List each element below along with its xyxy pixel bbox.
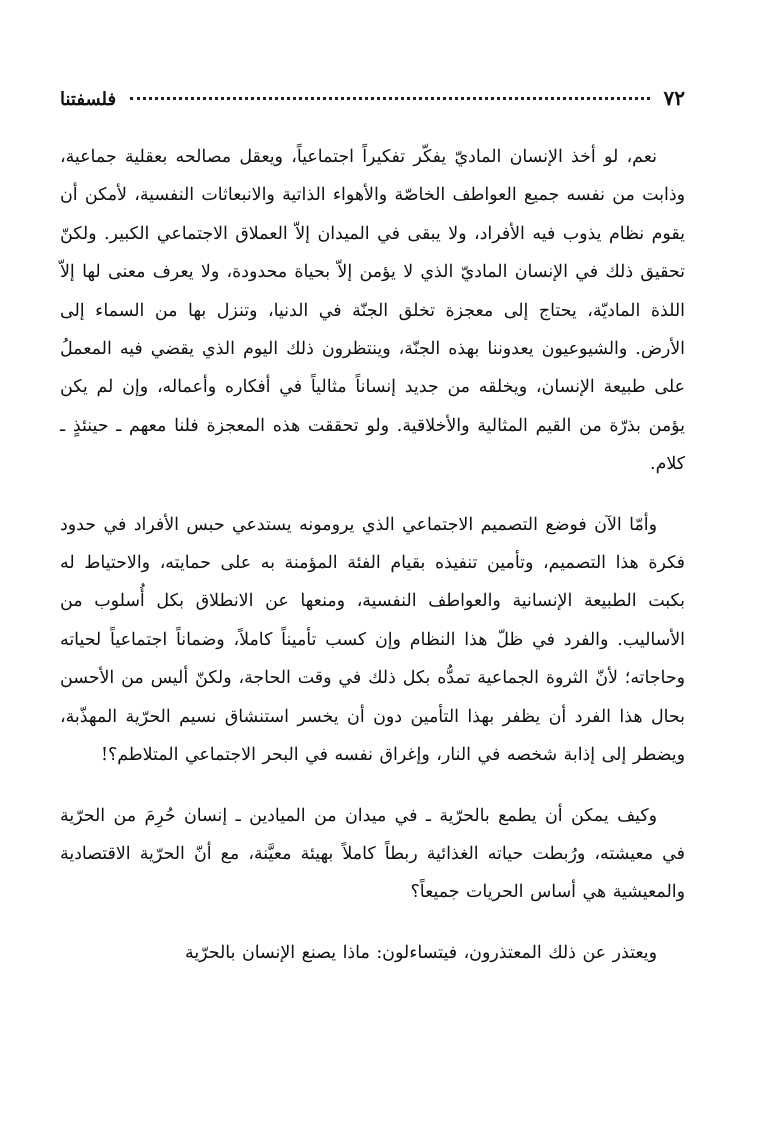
body-text bbox=[60, 138, 685, 972]
page-number: ٧٢ bbox=[663, 86, 685, 110]
page-header bbox=[60, 86, 685, 122]
book-page bbox=[60, 86, 685, 972]
paragraph: ويعتذر عن ذلك المعتذرون، فيتساءلون: ماذا يصنع الإنسان بالحرّية bbox=[185, 942, 657, 963]
running-title: فلسفتنا bbox=[60, 89, 117, 110]
paragraph: وكيف يمكن أن يطمع بالحرّية ـ في ميدان من الميادين ـ إنسان حُرِمَ من الحرّية في معيشته، ورُبطت حياته الغذائية ربطاً كاملاً بهيئة معيَّنة، مع أنّ الحرّية الاقتصادية والمعيشية هي أساس الحريات جميعاً؟ bbox=[60, 805, 685, 903]
dotted-leader bbox=[130, 97, 649, 100]
paragraph: وأمّا الآن فوضع التصميم الاجتماعي الذي يرومونه يستدعي حبس الأفراد في حدود فكرة هذا التصميم، وتأمين تنفيذه بقيام الفئة المؤمنة به على حمايته، والاحتياط له بكبت الطبيعة الإنسانية والعواطف النفسية، ومنعها عن الانطلاق بكل أُسلوب من الأساليب. والفرد في ظلّ هذا النظام وإن كسب تأميناً كاملاً، وضماناً اجتماعياً لحياته وحاجاته؛ لأنّ الثروة الجماعية تمدُّه بكل ذلك في وقت الحاجة، ولكنّ أليس من الأحسن بحال هذا الفرد أن يظفر بهذا التأمين دون أن يخسر استنشاق نسيم الحرّية المهذّبة، ويضطر إلى إذابة شخصه في النار، وإغراق نفسه في البحر الاجتماعي المتلاطم؟! bbox=[60, 514, 685, 766]
paragraph: نعم، لو أخذ الإنسان الماديّ يفكّر تفكيراً اجتماعياً، ويعقل مصالحه بعقلية جماعية، وذابت من نفسه جميع العواطف الخاصّة والأهواء الذاتية والانبعاثات النفسية، لأمكن أن يقوم نظام يذوب فيه الأفراد، ولا يبقى في الميدان إلاّ العملاق الاجتماعي الكبير. ولكنّ تحقيق ذلك في الإنسان الماديّ الذي لا يؤمن إلاّ بحياة محدودة، ولا يعرف معنى لها إلاّ اللذة الماديّة، يحتاج إلى معجزة تخلق الجنّة في الدنيا، وتنزل بها من السماء إلى الأرض. والشيوعيون يعدوننا بهذه الجنّة، وينتظرون ذلك اليوم الذي يقضي فيه المعملُ على طبيعة الإنسان، ويخلقه من جديد إنساناً مثالياً في أفكاره وأعماله، وإن لم يكن يؤمن بذرّة من القيم المثالية والأخلاقية. ولو تحققت هذه المعجزة فلنا معهم ـ حينئذٍ ـ كلام. bbox=[60, 147, 685, 475]
